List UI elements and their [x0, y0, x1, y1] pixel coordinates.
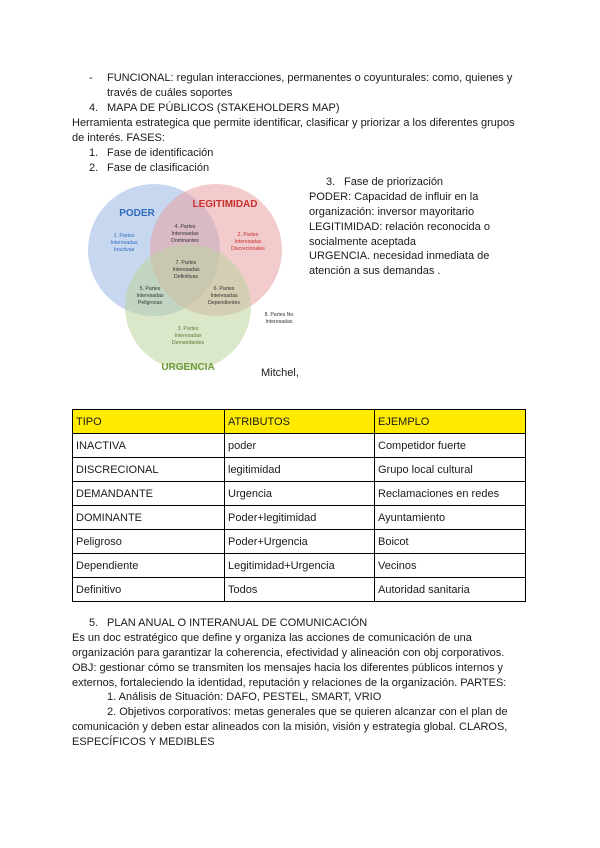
region-2-line-2: Interesadas — [234, 239, 262, 245]
funcional-line-1: FUNCIONAL: regulan interacciones, permanentes o coyunturales: como, quienes y — [107, 72, 513, 84]
region-7-line-3: Definitivas — [174, 274, 198, 280]
table-cell: Definitivo — [73, 578, 225, 602]
table-cell: Dependiente — [73, 554, 225, 578]
region-6-line-2: Interesadas — [210, 293, 238, 299]
table-cell: Vecinos — [375, 554, 526, 578]
table-cell: Poder+Urgencia — [225, 530, 375, 554]
region-1-line-1: 1. Partes — [113, 233, 135, 239]
region-3-line-3: Demandantes — [171, 340, 205, 346]
part-2-line-1: 2. Objetivos corporativos: metas generales que se quieren alcanzar con el plan de — [107, 706, 508, 718]
table-cell: Urgencia — [225, 482, 375, 506]
region-6-line-3: Dependientes — [207, 300, 241, 306]
table-cell: Peligroso — [73, 530, 225, 554]
table-row — [73, 482, 526, 506]
region-5-line-3: Peligrosas — [137, 300, 163, 306]
section-5-title: PLAN ANUAL O INTERANUAL DE COMUNICACIÓN — [107, 617, 368, 629]
criteria-legitimidad-line-2: socialmente aceptada — [309, 236, 417, 248]
table-cell: Poder+legitimidad — [225, 506, 375, 530]
stakeholder-venn-diagram — [80, 180, 310, 380]
part-1: 1. Análisis de Situación: DAFO, PESTEL, SMART, VRIO — [107, 691, 382, 703]
phase-2-number: 2. — [89, 162, 99, 174]
table-cell: INACTIVA — [73, 434, 225, 458]
table-header-row — [73, 410, 526, 434]
criteria-urgencia-line-1: URGENCIA. necesidad inmediata de — [309, 250, 490, 262]
phase-2-label: Fase de clasificación — [107, 162, 210, 174]
stakeholder-table — [72, 409, 526, 602]
section-5-para-line-1: Es un doc estratégico que define y organiza las acciones de comunicación de una — [72, 632, 472, 644]
table-cell: Competidor fuerte — [375, 434, 526, 458]
table-cell: Autoridad sanitaria — [375, 578, 526, 602]
table-row — [73, 578, 526, 602]
table-cell: Boicot — [375, 530, 526, 554]
region-8-line-2: Interesadas — [265, 319, 293, 325]
criteria-poder-line-2: organización: inversor mayoritario — [309, 206, 475, 218]
phase-3-number: 3. — [326, 176, 336, 188]
signature: Mitchel, — [261, 367, 299, 379]
region-2-line-1: 2. Partes — [237, 232, 259, 238]
header-ejemplo: EJEMPLO — [375, 410, 526, 434]
table-row — [73, 458, 526, 482]
table-cell: poder — [225, 434, 375, 458]
table-cell: DEMANDANTE — [73, 482, 225, 506]
region-7-line-1: 7. Partes — [175, 260, 197, 266]
region-3-line-1: 3. Partes — [177, 326, 199, 332]
table-cell: Todos — [225, 578, 375, 602]
table-cell: legitimidad — [225, 458, 375, 482]
section-5-para-line-2: organización para garantizar la coherencia, efectividad y alineación con obj corporativos. — [72, 647, 505, 659]
phase-1-number: 1. — [89, 147, 99, 159]
section-5-para-line-3: OBJ: gestionar cómo se transmiten los mensajes hacia los diferentes públicos internos y — [72, 662, 504, 674]
table-row — [73, 554, 526, 578]
criteria-urgencia-line-2: atención a sus demandas . — [309, 265, 441, 277]
table-cell: DOMINANTE — [73, 506, 225, 530]
table-row — [73, 434, 526, 458]
legitimidad-label: LEGITIMIDAD — [192, 199, 258, 210]
poder-label: PODER — [119, 208, 155, 219]
region-7-line-2: Interesadas — [172, 267, 200, 273]
part-2-line-2: comunicación y deben estar alineados con la misión, visión y estrategia global. CLAROS, — [72, 721, 508, 733]
table-cell: Legitimidad+Urgencia — [225, 554, 375, 578]
region-8-line-1: 8. Partes No — [264, 312, 294, 318]
phase-3-label: Fase de priorización — [344, 176, 444, 188]
region-6-line-1: 6. Partes — [213, 286, 235, 292]
urgencia-label: URGENCIA — [161, 362, 215, 373]
region-3-line-2: Interesadas — [174, 333, 202, 339]
part-2-line-3: ESPECÍFICOS Y MEDIBLES — [72, 736, 215, 748]
section-4-number: 4. — [89, 102, 99, 114]
table-row — [73, 530, 526, 554]
table-cell: Ayuntamiento — [375, 506, 526, 530]
region-4-line-3: Dominantes — [171, 238, 199, 244]
region-4-line-1: 4. Partes — [174, 224, 196, 230]
section-5-para-line-4: externos, fortaleciendo la identidad, reputación y relaciones de la organización. PARTES: — [72, 677, 507, 689]
region-5-line-1: 5. Partes — [139, 286, 161, 292]
bullet-dash: - — [89, 72, 93, 84]
section-4-desc-line-1: Herramienta estrategica que permite identificar, clasificar y priorizar a los diferentes grupos — [72, 117, 515, 129]
table-cell: DISCRECIONAL — [73, 458, 225, 482]
section-4-desc-line-2: de interés. FASES: — [72, 132, 165, 144]
region-2-line-3: Discrecionales — [231, 246, 265, 252]
region-4-line-2: Interesadas — [171, 231, 199, 237]
region-1-line-3: Inactivas — [113, 247, 135, 253]
region-1-line-2: Interesadas — [110, 240, 138, 246]
table-cell: Reclamaciones en redes — [375, 482, 526, 506]
table-cell: Grupo local cultural — [375, 458, 526, 482]
region-5-line-2: Interesadas — [136, 293, 164, 299]
phase-1-label: Fase de identificación — [107, 147, 214, 159]
section-4-title: MAPA DE PÚBLICOS (STAKEHOLDERS MAP) — [107, 102, 340, 114]
criteria-legitimidad-line-1: LEGITIMIDAD: relación reconocida o — [309, 221, 490, 233]
table-row — [73, 506, 526, 530]
header-atributos: ATRIBUTOS — [225, 410, 375, 434]
funcional-line-2: través de cuáles soportes — [107, 87, 233, 99]
section-5-number: 5. — [89, 617, 99, 629]
criteria-poder-line-1: PODER: Capacidad de influir en la — [309, 191, 479, 203]
header-tipo: TIPO — [73, 410, 225, 434]
